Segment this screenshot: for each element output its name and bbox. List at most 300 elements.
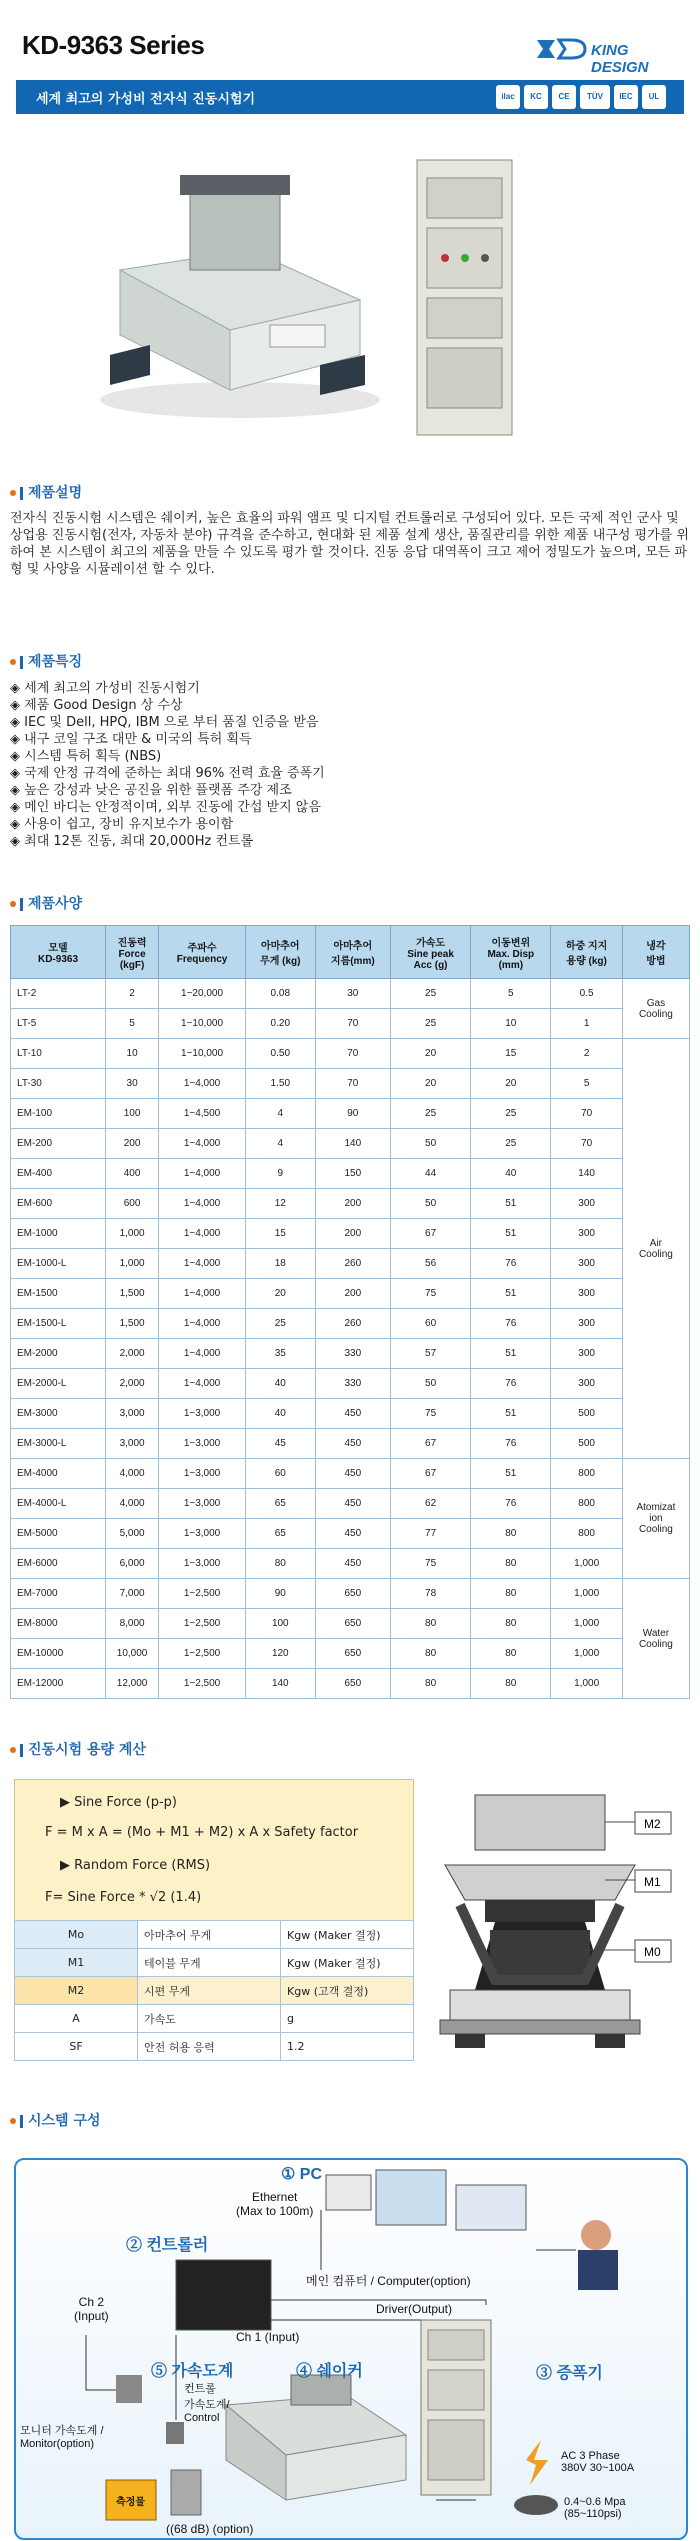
calc-cell: Kgw (Maker 결정) [281,1921,414,1949]
spec-cell: 80 [390,1669,470,1699]
spec-cell: 100 [245,1609,315,1639]
calc-cell: 가속도 [138,2005,281,2033]
spec-header-cell: 진동력 Force (kgF) [106,926,159,979]
spec-cell: 300 [551,1339,622,1369]
spec-cell: 67 [390,1459,470,1489]
table-row [15,1921,414,1949]
spec-cell: 76 [471,1249,551,1279]
label-m2: M2 [644,1817,661,1831]
label-ch2: Ch 2 (Input) [74,2295,109,2323]
table-row [11,1099,690,1129]
spec-cell: 80 [471,1639,551,1669]
spec-cell: EM-600 [11,1189,106,1219]
spec-cell: 650 [315,1579,390,1609]
spec-cell: EM-12000 [11,1669,106,1699]
brand-name: KING DESIGN [591,42,649,76]
spec-cell: 5,000 [106,1519,159,1549]
spec-cell: 65 [245,1489,315,1519]
spec-cell: 120 [245,1639,315,1669]
spec-cell: 3,000 [106,1399,159,1429]
spec-cell: 0.50 [245,1039,315,1069]
spec-cell: 51 [471,1189,551,1219]
spec-cell: EM-400 [11,1159,106,1189]
system-connection-lines [16,2160,686,2538]
spec-cell: 600 [106,1189,159,1219]
calc-cell: SF [15,2033,138,2061]
table-row [11,1339,690,1369]
spec-cell: 200 [315,1219,390,1249]
spec-cell: 450 [315,1429,390,1459]
spec-cell: 1~4,000 [159,1189,246,1219]
label-main-computer: 메인 컴퓨터 / Computer(option) [306,2274,471,2288]
label-shaker: ④ 쉐이커 [296,2363,363,2380]
label-controller: ② 컨트롤러 [126,2237,209,2254]
spec-cell: 40 [245,1399,315,1429]
cooling-cell: Atomizat ion Cooling [622,1459,689,1579]
spec-cell: 260 [315,1249,390,1279]
spec-cell: 7,000 [106,1579,159,1609]
spec-cell: 1~4,000 [159,1129,246,1159]
spec-cell: 1~4,000 [159,1159,246,1189]
calc-cell: 시편 무게 [138,1977,281,2005]
spec-cell: 25 [245,1309,315,1339]
spec-cell: 70 [315,1039,390,1069]
spec-cell: 1,500 [106,1279,159,1309]
spec-cell: LT-2 [11,979,106,1009]
spec-cell: 35 [245,1339,315,1369]
spec-cell: 650 [315,1609,390,1639]
bar-icon [20,487,23,500]
spec-cell: 75 [390,1279,470,1309]
spec-header-cell: 아마추어 무게 (kg) [245,926,315,979]
spec-cell: 80 [471,1669,551,1699]
spec-cell: 51 [471,1399,551,1429]
spec-cell: 12 [245,1189,315,1219]
table-row [11,1129,690,1159]
calc-cell: M2 [15,1977,138,2005]
feature-item: ◈ 국제 안정 규격에 준하는 최대 96% 전력 효율 증폭기 [10,765,690,782]
spec-cell: EM-6000 [11,1549,106,1579]
spec-cell: 330 [315,1369,390,1399]
spec-cell: 25 [390,1099,470,1129]
section-title-calc: 진동시험 용량 계산 [10,1739,146,1759]
table-row [11,1369,690,1399]
spec-cell: 76 [471,1429,551,1459]
table-row [15,2005,414,2033]
spec-cell: 25 [471,1099,551,1129]
table-row [11,1309,690,1339]
spec-cell: 140 [551,1159,622,1189]
label-amplifier: ③ 증폭기 [536,2365,603,2382]
spec-cell: 1~2,500 [159,1609,246,1639]
spec-cell: EM-1500 [11,1279,106,1309]
spec-cell: LT-5 [11,1009,106,1039]
label-m0: M0 [644,1945,661,1959]
table-row [11,1579,690,1609]
spec-cell: EM-8000 [11,1609,106,1639]
spec-cell: 65 [245,1519,315,1549]
spec-cell: 1,000 [106,1219,159,1249]
spec-cell: 62 [390,1489,470,1519]
spec-cell: 5 [106,1009,159,1039]
feature-item: ◈ IEC 및 Dell, HPQ, IBM 으로 부터 품질 인증을 받음 [10,714,690,731]
bar-icon [20,898,23,911]
spec-cell: 76 [471,1309,551,1339]
cooling-cell: Air Cooling [622,1039,689,1459]
spec-cell: 70 [315,1069,390,1099]
spec-cell: 500 [551,1399,622,1429]
feature-item: ◈ 세계 최고의 가성비 진동시험기 [10,680,690,697]
spec-cell: 10,000 [106,1639,159,1669]
spec-cell: 800 [551,1519,622,1549]
spec-cell: 10 [471,1009,551,1039]
calc-cell: Kgw (고객 결정) [281,1977,414,2005]
bullet-icon [10,490,16,496]
random-formula: F= Sine Force * √2 (1.4) [45,1890,202,1905]
spec-cell: 50 [390,1189,470,1219]
calc-cell: 안전 허용 응력 [138,2033,281,2061]
cert-kc-icon: KC [524,85,548,109]
spec-cell: EM-4000 [11,1459,106,1489]
spec-cell: 76 [471,1369,551,1399]
spec-cell: 1,000 [551,1639,622,1669]
label-control-acc: 컨트롤 가속도계/ Control [184,2383,230,2424]
section-title-spec: 제품사양 [10,893,82,913]
spec-cell: 9 [245,1159,315,1189]
spec-header-cell: 하중 지지 용량 (kg) [551,926,622,979]
cert-ce-icon: CE [552,85,576,109]
calc-cell: M1 [15,1949,138,1977]
spec-cell: 1~10,000 [159,1009,246,1039]
spec-cell: 75 [390,1549,470,1579]
spec-cell: 60 [245,1459,315,1489]
spec-cell: 1~2,500 [159,1669,246,1699]
calc-variable-table [14,1920,414,2061]
spec-cell: 25 [390,1009,470,1039]
spec-cell: 4,000 [106,1489,159,1519]
table-row [11,1279,690,1309]
spec-cell: EM-100 [11,1099,106,1129]
spec-cell: 25 [471,1129,551,1159]
spec-cell: EM-1500-L [11,1309,106,1339]
spec-cell: 20 [390,1069,470,1099]
calc-cell: 테이블 무게 [138,1949,281,1977]
description-text: 전자식 진동시험 시스템은 쉐이커, 높은 효율의 파워 앰프 및 디지털 컨트롤러로 구성되어 있다. 모든 국제 적인 군사 및 상업용 진동시험(전자, 자동차 분야) 규격을 준수하고, 현대화 된 제품 설계 생산, 품질관리를 위한 제품 내구성 평가를 위하여 본 시스템이 최고의 제품을 만들 수 있도록 평가 할 것이다. 진동 응답 대역폭이 크고 제어 정밀도가 높으며, 모든 파형 및 사양을 시뮬레이션 할 수 있다. [10,511,689,577]
cert-ul-icon: UL [642,85,666,109]
spec-cell: 50 [390,1369,470,1399]
label-chamber: 측정물 [116,2497,145,2508]
spec-cell: EM-200 [11,1129,106,1159]
spec-cell: 78 [390,1579,470,1609]
calc-cell: Mo [15,1921,138,1949]
sine-title: ▶ Sine Force (p-p) [60,1795,178,1810]
spec-cell: 400 [106,1159,159,1189]
calc-cell: g [281,2005,414,2033]
table-row [15,1949,414,1977]
spec-cell: 67 [390,1429,470,1459]
section-title-features: 제품특징 [10,651,82,671]
table-row [11,1039,690,1069]
spec-cell: EM-2000 [11,1339,106,1369]
spec-cell: 650 [315,1669,390,1699]
section-title-description: 제품설명 [10,482,82,502]
spec-cell: 1~3,000 [159,1459,246,1489]
spec-cell: 50 [390,1129,470,1159]
title-banner [16,80,684,114]
spec-cell: EM-3000 [11,1399,106,1429]
spec-cell: 1,000 [551,1579,622,1609]
spec-cell: 80 [390,1639,470,1669]
spec-cell: 2 [551,1039,622,1069]
spec-cell: 51 [471,1459,551,1489]
bar-icon [20,656,23,669]
spec-cell: 76 [471,1489,551,1519]
spec-cell: 150 [315,1159,390,1189]
formula-box [14,1779,414,1921]
spec-cell: 100 [106,1099,159,1129]
label-power: AC 3 Phase 380V 30~100A [561,2450,635,2474]
feature-item: ◈ 내구 코일 구조 대만 & 미국의 특허 획득 [10,731,690,748]
spec-cell: 15 [245,1219,315,1249]
spec-cell: 75 [390,1399,470,1429]
bullet-icon [10,901,16,907]
cert-tuv-icon: TÜV [580,85,610,109]
spec-cell: 45 [245,1429,315,1459]
spec-cell: 450 [315,1489,390,1519]
spec-cell: 10 [106,1039,159,1069]
label-db-option: ((68 dB) (option) [166,2522,254,2536]
bullet-icon [10,659,16,665]
shaker-product-image [80,150,380,430]
spec-header-cell: 가속도 Sine peak Acc (g) [390,926,470,979]
spec-cell: 450 [315,1459,390,1489]
spec-cell: 20 [245,1279,315,1309]
spec-cell: 30 [106,1069,159,1099]
spec-cell: EM-7000 [11,1579,106,1609]
cooling-cell: Gas Cooling [622,979,689,1039]
spec-cell: 1~4,000 [159,1279,246,1309]
bullet-icon [10,2118,16,2124]
spec-cell: 4,000 [106,1459,159,1489]
spec-cell: 1~20,000 [159,979,246,1009]
table-row [11,1549,690,1579]
spec-cell: 2 [106,979,159,1009]
label-m1: M1 [644,1875,661,1889]
spec-cell: 4 [245,1129,315,1159]
spec-table [10,925,690,1699]
spec-cell: 450 [315,1549,390,1579]
spec-cell: EM-3000-L [11,1429,106,1459]
spec-header-cell: 아마추어 지름(mm) [315,926,390,979]
bullet-icon [10,1747,16,1753]
spec-cell: EM-2000-L [11,1369,106,1399]
table-row [11,1609,690,1639]
table-row [11,1669,690,1699]
table-row [15,2033,414,2061]
spec-cell: 300 [551,1309,622,1339]
table-row [11,1429,690,1459]
spec-cell: 57 [390,1339,470,1369]
calc-cell: A [15,2005,138,2033]
spec-cell: 140 [245,1669,315,1699]
spec-cell: 44 [390,1159,470,1189]
table-row [11,1489,690,1519]
spec-cell: 51 [471,1339,551,1369]
brand-logo [535,32,685,76]
spec-cell: 51 [471,1279,551,1309]
spec-cell: 8,000 [106,1609,159,1639]
spec-cell: 1~3,000 [159,1489,246,1519]
spec-cell: 450 [315,1399,390,1429]
table-row [11,1399,690,1429]
spec-cell: 90 [315,1099,390,1129]
spec-cell: 1~3,000 [159,1399,246,1429]
spec-cell: 800 [551,1489,622,1519]
spec-cell: 0.08 [245,979,315,1009]
shaker-mass-diagram [435,1790,685,2070]
spec-cell: 1~4,000 [159,1309,246,1339]
spec-cell: 200 [315,1189,390,1219]
spec-cell: 300 [551,1219,622,1249]
page-title: KD-9363 Series [22,30,205,60]
spec-cell: 1~4,000 [159,1219,246,1249]
cert-iec-icon: IEC [614,85,638,109]
table-row [11,1459,690,1489]
spec-cell: 5 [551,1069,622,1099]
sine-formula: F = M x A = (Mo + M1 + M2) x A x Safety factor [45,1825,359,1840]
label-accelerometer: ⑤ 가속도계 [151,2363,234,2380]
calc-cell: 1.2 [281,2033,414,2061]
spec-cell: 200 [315,1279,390,1309]
spec-cell: EM-1000 [11,1219,106,1249]
bar-icon [20,1744,23,1757]
cooling-cell: Water Cooling [622,1579,689,1699]
spec-cell: 1,000 [106,1249,159,1279]
spec-cell: 80 [245,1549,315,1579]
spec-cell: 1~3,000 [159,1519,246,1549]
system-diagram [14,2158,688,2540]
spec-cell: 1,000 [551,1669,622,1699]
spec-cell: 5 [471,979,551,1009]
spec-cell: 1.50 [245,1069,315,1099]
label-air: 0.4~0.6 Mpa (85~110psi) [564,2496,626,2520]
spec-cell: 0.20 [245,1009,315,1039]
spec-cell: 1~4,500 [159,1099,246,1129]
label-ch1: Ch 1 (Input) [236,2330,300,2344]
spec-cell: 330 [315,1339,390,1369]
spec-header-cell: 냉각 방법 [622,926,689,979]
table-row [11,1639,690,1669]
feature-item: ◈ 제품 Good Design 상 수상 [10,697,690,714]
spec-cell: 300 [551,1369,622,1399]
feature-list [10,680,690,850]
spec-cell: EM-10000 [11,1639,106,1669]
spec-cell: 70 [551,1129,622,1159]
label-ethernet: Ethernet (Max to 100m) [236,2190,314,2218]
spec-cell: EM-5000 [11,1519,106,1549]
spec-cell: 20 [471,1069,551,1099]
spec-cell: 77 [390,1519,470,1549]
calc-cell: Kgw (Maker 결정) [281,1949,414,1977]
feature-item: ◈ 사용이 쉽고, 장비 유지보수가 용이함 [10,816,690,833]
spec-cell: 140 [315,1129,390,1159]
spec-cell: 1~4,000 [159,1069,246,1099]
spec-cell: 80 [471,1609,551,1639]
spec-cell: 1,000 [551,1609,622,1639]
spec-cell: 2,000 [106,1369,159,1399]
spec-cell: 800 [551,1459,622,1489]
table-row [15,1977,414,2005]
spec-cell: 90 [245,1579,315,1609]
table-row [11,1159,690,1189]
spec-cell: 70 [551,1099,622,1129]
spec-cell: 3,000 [106,1429,159,1459]
spec-cell: 80 [471,1579,551,1609]
table-row [11,979,690,1009]
spec-cell: 0.5 [551,979,622,1009]
spec-cell: 51 [471,1219,551,1249]
feature-item: ◈ 높은 강성과 낮은 공진을 위한 플랫폼 주강 제조 [10,782,690,799]
spec-cell: 6,000 [106,1549,159,1579]
feature-item: ◈ 메인 바디는 안정적이며, 외부 진동에 간섭 받지 않음 [10,799,690,816]
spec-cell: 18 [245,1249,315,1279]
spec-cell: 12,000 [106,1669,159,1699]
spec-cell: 260 [315,1309,390,1339]
spec-header-cell: 주파수 Frequency [159,926,246,979]
spec-cell: 300 [551,1249,622,1279]
spec-cell: LT-10 [11,1039,106,1069]
spec-cell: 80 [471,1519,551,1549]
label-driver: Driver(Output) [376,2302,453,2316]
spec-cell: 450 [315,1519,390,1549]
spec-cell: 60 [390,1309,470,1339]
spec-cell: 40 [245,1369,315,1399]
feature-item: ◈ 최대 12톤 진동, 최대 20,000Hz 컨트롤 [10,833,690,850]
spec-cell: 67 [390,1219,470,1249]
banner-text: 세계 최고의 가성비 전자식 진동시험기 [36,92,256,107]
spec-cell: 1~4,000 [159,1249,246,1279]
spec-cell: 1~4,000 [159,1339,246,1369]
table-row [11,1219,690,1249]
calc-cell: 아마추어 무게 [138,1921,281,1949]
spec-cell: 56 [390,1249,470,1279]
spec-cell: 650 [315,1639,390,1669]
spec-cell: 20 [390,1039,470,1069]
spec-cell: 1~3,000 [159,1429,246,1459]
spec-cell: 80 [471,1549,551,1579]
spec-cell: 1~2,500 [159,1639,246,1669]
amplifier-cabinet-image [415,158,515,440]
feature-item: ◈ 시스템 특허 획득 (NBS) [10,748,690,765]
cert-ilac-icon: ilac [496,85,520,109]
section-title-system: 시스템 구성 [10,2110,101,2130]
spec-cell: EM-1000-L [11,1249,106,1279]
spec-cell: 1~3,000 [159,1549,246,1579]
spec-cell: 40 [471,1159,551,1189]
table-row [11,1249,690,1279]
spec-cell: 15 [471,1039,551,1069]
spec-header-cell: 이동변위 Max. Disp (mm) [471,926,551,979]
spec-cell: 300 [551,1189,622,1219]
label-monitor-acc: 모니터 가속도계 / Monitor(option) [20,2425,104,2450]
table-row [11,1189,690,1219]
spec-cell: EM-4000-L [11,1489,106,1519]
spec-cell: 70 [315,1009,390,1039]
spec-cell: 200 [106,1129,159,1159]
table-row [11,1069,690,1099]
spec-cell: LT-30 [11,1069,106,1099]
spec-cell: 1~2,500 [159,1579,246,1609]
